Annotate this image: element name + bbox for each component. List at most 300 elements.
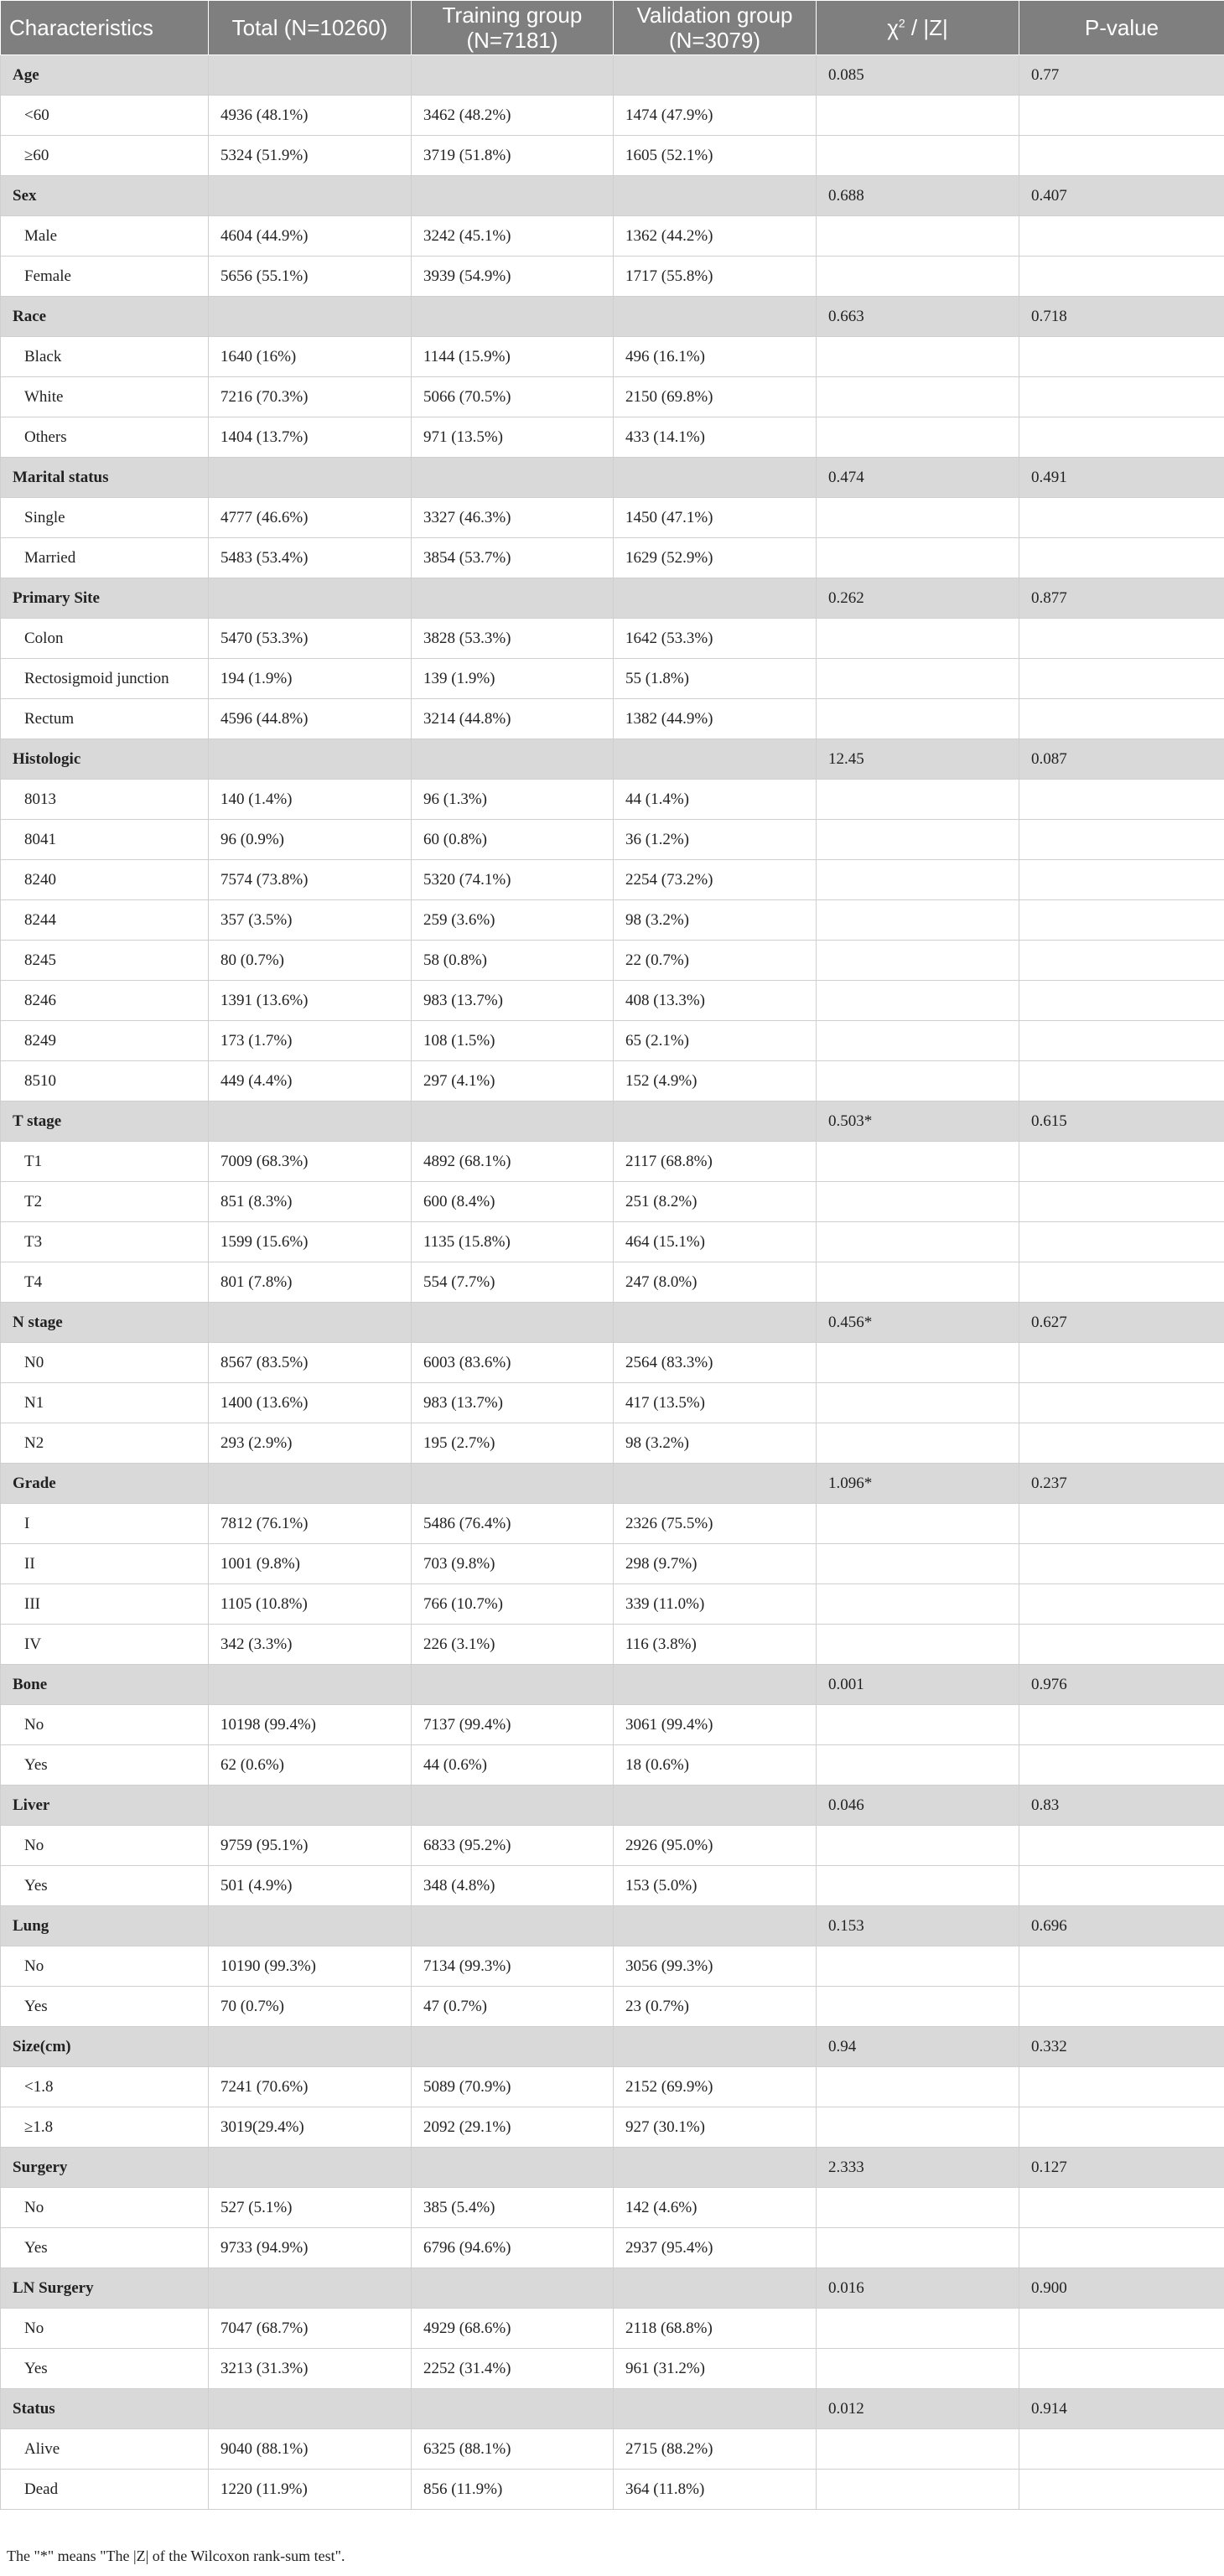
row-label: ≥1.8 [1,2107,209,2148]
row-label: No [1,2188,209,2228]
header-pvalue: P-value [1019,1,1224,55]
empty-cell [817,659,1019,699]
total-value: 4596 (44.8%) [209,699,412,739]
table-row [1,1383,1224,1423]
category-pvalue: 0.491 [1019,458,1224,498]
empty-cell [817,2429,1019,2470]
empty-cell [817,780,1019,820]
table-row [1,1343,1224,1383]
category-label: Age [1,55,209,96]
table-row [1,1946,1224,1987]
empty-cell [1019,619,1224,659]
total-value: 501 (4.9%) [209,1866,412,1906]
total-value: 5470 (53.3%) [209,619,412,659]
empty-cell [614,1303,817,1343]
category-label: Race [1,297,209,337]
row-label: Yes [1,2349,209,2389]
total-value: 527 (5.1%) [209,2188,412,2228]
table-row [1,417,1224,458]
total-value: 80 (0.7%) [209,941,412,981]
category-label: Primary Site [1,578,209,619]
empty-cell [412,1101,614,1142]
training-value: 2092 (29.1%) [412,2107,614,2148]
category-statistic: 0.153 [817,1906,1019,1946]
validation-value: 153 (5.0%) [614,1866,817,1906]
row-label: Yes [1,2228,209,2268]
row-label: I [1,1504,209,1544]
empty-cell [209,1665,412,1705]
empty-cell [412,2027,614,2067]
category-statistic: 2.333 [817,2148,1019,2188]
table-row [1,1987,1224,2027]
validation-value: 339 (11.0%) [614,1584,817,1625]
validation-value: 55 (1.8%) [614,659,817,699]
empty-cell [817,619,1019,659]
validation-value: 2152 (69.9%) [614,2067,817,2107]
empty-cell [1019,257,1224,297]
empty-cell [614,55,817,96]
empty-cell [817,1423,1019,1464]
training-value: 3327 (46.3%) [412,498,614,538]
total-value: 801 (7.8%) [209,1262,412,1303]
category-pvalue: 0.718 [1019,297,1224,337]
training-value: 3242 (45.1%) [412,216,614,257]
row-label: 8240 [1,860,209,900]
empty-cell [817,337,1019,377]
total-value: 7241 (70.6%) [209,2067,412,2107]
total-value: 5324 (51.9%) [209,136,412,176]
category-row [1,1906,1224,1946]
table-row [1,257,1224,297]
total-value: 3213 (31.3%) [209,2349,412,2389]
training-value: 856 (11.9%) [412,2470,614,2510]
category-statistic: 0.503* [817,1101,1019,1142]
table-row [1,2228,1224,2268]
table-row [1,1423,1224,1464]
category-pvalue: 0.332 [1019,2027,1224,2067]
empty-cell [817,216,1019,257]
training-value: 3462 (48.2%) [412,96,614,136]
empty-cell [1019,417,1224,458]
empty-cell [817,1544,1019,1584]
training-value: 4929 (68.6%) [412,2309,614,2349]
table-row [1,1262,1224,1303]
training-value: 3939 (54.9%) [412,257,614,297]
empty-cell [1019,1182,1224,1222]
table-row [1,1745,1224,1786]
category-row [1,2148,1224,2188]
empty-cell [1019,699,1224,739]
empty-cell [1019,377,1224,417]
table-row [1,699,1224,739]
category-label: Status [1,2389,209,2429]
empty-cell [1019,2470,1224,2510]
row-label: Married [1,538,209,578]
empty-cell [412,1464,614,1504]
empty-cell [1019,498,1224,538]
category-row [1,458,1224,498]
row-label: Yes [1,1987,209,2027]
empty-cell [614,297,817,337]
training-value: 139 (1.9%) [412,659,614,699]
validation-value: 364 (11.8%) [614,2470,817,2510]
category-pvalue: 0.627 [1019,1303,1224,1343]
empty-cell [817,538,1019,578]
category-pvalue: 0.914 [1019,2389,1224,2429]
validation-value: 1629 (52.9%) [614,538,817,578]
empty-cell [614,2268,817,2309]
row-label: N0 [1,1343,209,1383]
training-value: 983 (13.7%) [412,1383,614,1423]
validation-value: 2254 (73.2%) [614,860,817,900]
empty-cell [817,1946,1019,1987]
training-value: 971 (13.5%) [412,417,614,458]
empty-cell [1019,860,1224,900]
empty-cell [412,55,614,96]
category-label: Sex [1,176,209,216]
empty-cell [1019,941,1224,981]
table-row [1,538,1224,578]
training-value: 703 (9.8%) [412,1544,614,1584]
empty-cell [412,1665,614,1705]
row-label: 8245 [1,941,209,981]
training-value: 3854 (53.7%) [412,538,614,578]
training-value: 5320 (74.1%) [412,860,614,900]
validation-value: 927 (30.1%) [614,2107,817,2148]
empty-cell [1019,1866,1224,1906]
row-label: Rectum [1,699,209,739]
table-row [1,1584,1224,1625]
validation-value: 2326 (75.5%) [614,1504,817,1544]
validation-value: 247 (8.0%) [614,1262,817,1303]
table-row [1,2107,1224,2148]
empty-cell [209,2148,412,2188]
empty-cell [817,981,1019,1021]
validation-value: 298 (9.7%) [614,1544,817,1584]
category-row [1,1303,1224,1343]
empty-cell [817,941,1019,981]
empty-cell [817,1866,1019,1906]
category-statistic: 0.085 [817,55,1019,96]
total-value: 7009 (68.3%) [209,1142,412,1182]
total-value: 96 (0.9%) [209,820,412,860]
row-label: N2 [1,1423,209,1464]
validation-value: 23 (0.7%) [614,1987,817,2027]
total-value: 4604 (44.9%) [209,216,412,257]
category-label: N stage [1,1303,209,1343]
empty-cell [614,1665,817,1705]
validation-value: 116 (3.8%) [614,1625,817,1665]
category-pvalue: 0.615 [1019,1101,1224,1142]
empty-cell [209,1786,412,1826]
table-row [1,2429,1224,2470]
category-row [1,297,1224,337]
empty-cell [817,900,1019,941]
training-value: 7134 (99.3%) [412,1946,614,1987]
empty-cell [1019,1423,1224,1464]
empty-cell [614,1464,817,1504]
empty-cell [1019,2107,1224,2148]
empty-cell [817,1343,1019,1383]
row-label: 8249 [1,1021,209,1061]
category-row [1,2389,1224,2429]
validation-value: 142 (4.6%) [614,2188,817,2228]
empty-cell [209,458,412,498]
validation-value: 44 (1.4%) [614,780,817,820]
row-label: No [1,2309,209,2349]
validation-value: 1642 (53.3%) [614,619,817,659]
category-statistic: 0.456* [817,1303,1019,1343]
empty-cell [412,458,614,498]
row-label: Black [1,337,209,377]
row-label: T1 [1,1142,209,1182]
total-value: 62 (0.6%) [209,1745,412,1786]
total-value: 1001 (9.8%) [209,1544,412,1584]
category-pvalue: 0.877 [1019,578,1224,619]
total-value: 194 (1.9%) [209,659,412,699]
validation-value: 2715 (88.2%) [614,2429,817,2470]
table-row [1,2349,1224,2389]
total-value: 10198 (99.4%) [209,1705,412,1745]
empty-cell [412,2148,614,2188]
validation-value: 1605 (52.1%) [614,136,817,176]
category-statistic: 0.262 [817,578,1019,619]
training-value: 47 (0.7%) [412,1987,614,2027]
training-value: 1135 (15.8%) [412,1222,614,1262]
empty-cell [1019,1343,1224,1383]
empty-cell [817,1705,1019,1745]
table-row [1,1142,1224,1182]
total-value: 1404 (13.7%) [209,417,412,458]
table-row [1,1182,1224,1222]
empty-cell [614,176,817,216]
row-label: IV [1,1625,209,1665]
empty-cell [614,458,817,498]
total-value: 10190 (99.3%) [209,1946,412,1987]
training-value: 766 (10.7%) [412,1584,614,1625]
training-value: 554 (7.7%) [412,1262,614,1303]
training-value: 3828 (53.3%) [412,619,614,659]
empty-cell [817,2067,1019,2107]
validation-value: 433 (14.1%) [614,417,817,458]
empty-cell [1019,2349,1224,2389]
empty-cell [614,739,817,780]
training-value: 195 (2.7%) [412,1423,614,1464]
empty-cell [1019,96,1224,136]
table-row [1,981,1224,1021]
training-value: 385 (5.4%) [412,2188,614,2228]
empty-cell [817,1061,1019,1101]
empty-cell [817,2309,1019,2349]
row-label: 8013 [1,780,209,820]
empty-cell [817,1262,1019,1303]
total-value: 7216 (70.3%) [209,377,412,417]
row-label: No [1,1946,209,1987]
validation-value: 3056 (99.3%) [614,1946,817,1987]
total-value: 4936 (48.1%) [209,96,412,136]
category-row [1,2027,1224,2067]
empty-cell [614,1906,817,1946]
empty-cell [817,257,1019,297]
row-label: Dead [1,2470,209,2510]
empty-cell [412,1303,614,1343]
table-row [1,780,1224,820]
empty-cell [1019,2228,1224,2268]
empty-cell [209,55,412,96]
empty-cell [817,2188,1019,2228]
category-pvalue: 0.696 [1019,1906,1224,1946]
empty-cell [1019,2067,1224,2107]
validation-value: 1717 (55.8%) [614,257,817,297]
validation-value: 961 (31.2%) [614,2349,817,2389]
empty-cell [614,2148,817,2188]
row-label: Male [1,216,209,257]
empty-cell [209,578,412,619]
total-value: 9733 (94.9%) [209,2228,412,2268]
category-row [1,739,1224,780]
total-value: 9040 (88.1%) [209,2429,412,2470]
validation-value: 22 (0.7%) [614,941,817,981]
empty-cell [1019,1021,1224,1061]
header-training: Training group (N=7181) [412,1,614,55]
row-label: No [1,1826,209,1866]
training-value: 5486 (76.4%) [412,1504,614,1544]
table-row [1,1544,1224,1584]
training-value: 6003 (83.6%) [412,1343,614,1383]
total-value: 7047 (68.7%) [209,2309,412,2349]
header-row [1,1,1224,55]
table-row [1,659,1224,699]
row-label: III [1,1584,209,1625]
validation-value: 18 (0.6%) [614,1745,817,1786]
empty-cell [1019,1262,1224,1303]
row-label: Rectosigmoid junction [1,659,209,699]
category-statistic: 0.001 [817,1665,1019,1705]
empty-cell [1019,659,1224,699]
empty-cell [817,2470,1019,2510]
empty-cell [614,578,817,619]
category-pvalue: 0.237 [1019,1464,1224,1504]
empty-cell [817,417,1019,458]
empty-cell [817,1625,1019,1665]
training-value: 4892 (68.1%) [412,1142,614,1182]
training-value: 600 (8.4%) [412,1182,614,1222]
empty-cell [209,1464,412,1504]
category-statistic: 0.012 [817,2389,1019,2429]
validation-value: 496 (16.1%) [614,337,817,377]
training-value: 96 (1.3%) [412,780,614,820]
table-row [1,2188,1224,2228]
empty-cell [209,739,412,780]
empty-cell [412,578,614,619]
category-row [1,2268,1224,2309]
category-statistic: 0.046 [817,1786,1019,1826]
table-row [1,216,1224,257]
training-value: 226 (3.1%) [412,1625,614,1665]
category-label: Liver [1,1786,209,1826]
total-value: 140 (1.4%) [209,780,412,820]
total-value: 342 (3.3%) [209,1625,412,1665]
empty-cell [614,1101,817,1142]
category-pvalue: 0.77 [1019,55,1224,96]
header-stat-base: χ [887,15,899,40]
training-value: 983 (13.7%) [412,981,614,1021]
table-body [1,55,1224,2510]
category-statistic: 12.45 [817,739,1019,780]
training-value: 3214 (44.8%) [412,699,614,739]
row-label: Colon [1,619,209,659]
validation-value: 36 (1.2%) [614,820,817,860]
category-row [1,1101,1224,1142]
total-value: 1220 (11.9%) [209,2470,412,2510]
category-label: Histologic [1,739,209,780]
table-row [1,96,1224,136]
header-stat-sup: 2 [898,16,905,30]
header-validation: Validation group (N=3079) [614,1,817,55]
category-statistic: 0.94 [817,2027,1019,2067]
header-characteristics: Characteristics [1,1,209,55]
category-pvalue: 0.087 [1019,739,1224,780]
training-value: 297 (4.1%) [412,1061,614,1101]
row-label: <1.8 [1,2067,209,2107]
empty-cell [817,699,1019,739]
row-label: Yes [1,1866,209,1906]
empty-cell [1019,2188,1224,2228]
row-label: Alive [1,2429,209,2470]
category-pvalue: 0.976 [1019,1665,1224,1705]
total-value: 449 (4.4%) [209,1061,412,1101]
validation-value: 1450 (47.1%) [614,498,817,538]
table-row [1,941,1224,981]
empty-cell [209,2389,412,2429]
empty-cell [817,1383,1019,1423]
total-value: 3019(29.4%) [209,2107,412,2148]
empty-cell [209,176,412,216]
table-row [1,377,1224,417]
training-value: 108 (1.5%) [412,1021,614,1061]
table-row [1,1705,1224,1745]
empty-cell [1019,2429,1224,2470]
empty-cell [1019,780,1224,820]
training-value: 6796 (94.6%) [412,2228,614,2268]
empty-cell [209,1101,412,1142]
row-label: Yes [1,1745,209,1786]
empty-cell [1019,337,1224,377]
table-row [1,1021,1224,1061]
table-row [1,2067,1224,2107]
row-label: 8510 [1,1061,209,1101]
table-row [1,2309,1224,2349]
category-label: Lung [1,1906,209,1946]
total-value: 1599 (15.6%) [209,1222,412,1262]
table-row [1,1504,1224,1544]
category-row [1,1464,1224,1504]
table-header [1,1,1224,55]
training-value: 5066 (70.5%) [412,377,614,417]
category-label: Surgery [1,2148,209,2188]
training-value: 44 (0.6%) [412,1745,614,1786]
validation-value: 98 (3.2%) [614,1423,817,1464]
validation-value: 408 (13.3%) [614,981,817,1021]
empty-cell [817,498,1019,538]
validation-value: 2118 (68.8%) [614,2309,817,2349]
category-statistic: 0.688 [817,176,1019,216]
training-value: 6325 (88.1%) [412,2429,614,2470]
empty-cell [1019,1504,1224,1544]
empty-cell [817,1584,1019,1625]
row-label: ≥60 [1,136,209,176]
empty-cell [817,96,1019,136]
